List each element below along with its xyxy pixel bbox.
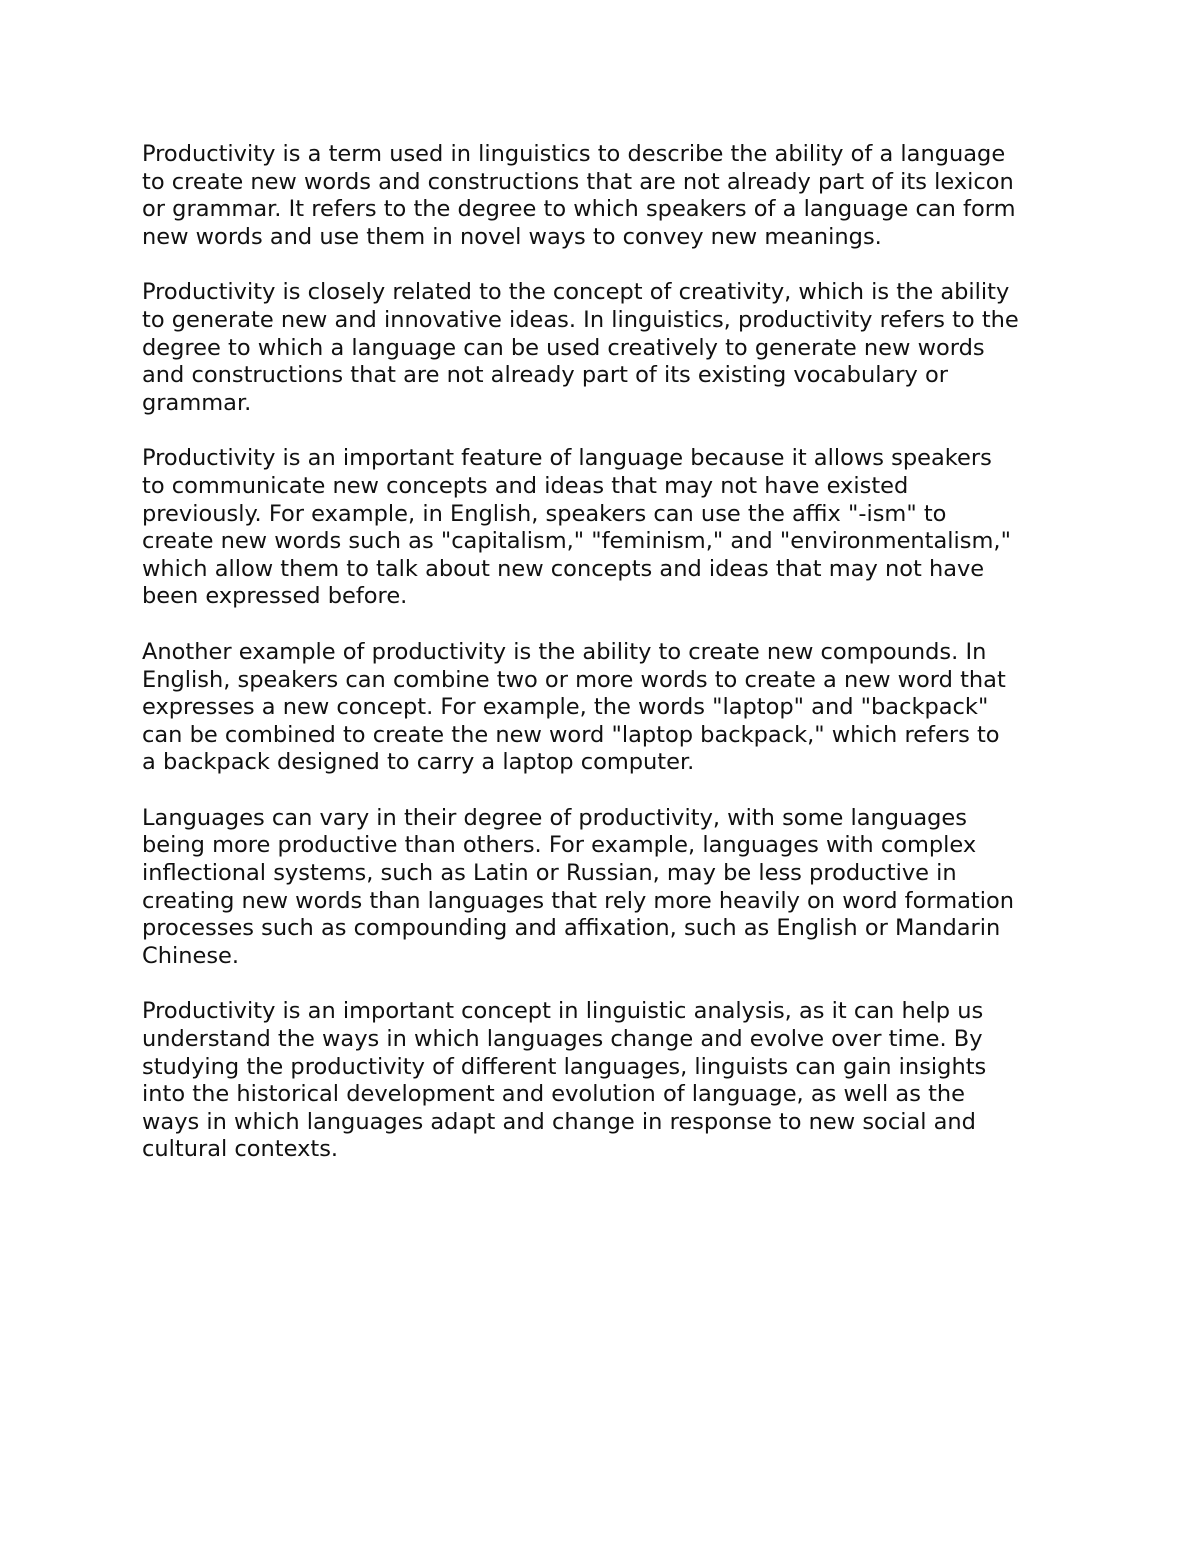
text-line: Another example of productivity is the ability to create new compounds. In bbox=[142, 638, 987, 665]
text-line: Productivity is an important feature of language because it allows speakers bbox=[142, 445, 992, 472]
text-line: cultural contexts. bbox=[142, 1136, 339, 1163]
text-line: to generate new and innovative ideas. In linguistics, productivity refers to the bbox=[142, 306, 1019, 333]
paragraph-3 bbox=[142, 445, 1072, 611]
text-line: inflectional systems, such as Latin or Russian, may be less productive in bbox=[142, 860, 957, 887]
document-body bbox=[142, 141, 1072, 1192]
text-line: degree to which a language can be used creatively to generate new words bbox=[142, 334, 985, 361]
text-line: creating new words than languages that rely more heavily on word formation bbox=[142, 887, 1015, 914]
text-line: or grammar. It refers to the degree to which speakers of a language can form bbox=[142, 196, 1016, 223]
text-line: grammar. bbox=[142, 389, 252, 416]
text-line: to communicate new concepts and ideas that may not have existed bbox=[142, 472, 909, 499]
text-line: which allow them to talk about new concepts and ideas that may not have bbox=[142, 555, 985, 582]
text-line: Productivity is an important concept in linguistic analysis, as it can help us bbox=[142, 998, 984, 1025]
text-line: expresses a new concept. For example, the words "laptop" and "backpack" bbox=[142, 694, 989, 721]
paragraph-1 bbox=[142, 141, 1072, 251]
text-line: Productivity is a term used in linguistics to describe the ability of a language bbox=[142, 141, 1006, 167]
paragraph-4 bbox=[142, 639, 1072, 777]
text-line: to create new words and constructions that are not already part of its lexicon bbox=[142, 168, 1014, 195]
text-line: been expressed before. bbox=[142, 583, 408, 610]
text-line: Chinese. bbox=[142, 942, 240, 969]
text-line: previously. For example, in English, speakers can use the affix "-ism" to bbox=[142, 500, 947, 527]
text-line: and constructions that are not already part of its existing vocabulary or bbox=[142, 362, 948, 389]
text-line: understand the ways in which languages change and evolve over time. By bbox=[142, 1026, 983, 1053]
text-line: Productivity is closely related to the concept of creativity, which is the ability bbox=[142, 279, 1010, 306]
text-line: studying the productivity of different languages, linguists can gain insights bbox=[142, 1053, 987, 1080]
text-line: new words and use them in novel ways to convey new meanings. bbox=[142, 223, 882, 250]
paragraph-5 bbox=[142, 805, 1072, 971]
text-line: can be combined to create the new word "laptop backpack," which refers to bbox=[142, 721, 1000, 748]
text-line: being more productive than others. For example, languages with complex bbox=[142, 832, 977, 859]
paragraph-2 bbox=[142, 279, 1072, 417]
text-line: create new words such as "capitalism," "feminism," and "environmentalism," bbox=[142, 528, 1011, 555]
text-line: processes such as compounding and affixation, such as English or Mandarin bbox=[142, 915, 1001, 942]
text-line: into the historical development and evolution of language, as well as the bbox=[142, 1081, 966, 1108]
paragraph-6 bbox=[142, 998, 1072, 1164]
text-line: English, speakers can combine two or more words to create a new word that bbox=[142, 666, 1006, 693]
text-line: Languages can vary in their degree of productivity, with some languages bbox=[142, 804, 967, 831]
text-line: a backpack designed to carry a laptop computer. bbox=[142, 749, 695, 776]
text-line: ways in which languages adapt and change in response to new social and bbox=[142, 1108, 976, 1135]
